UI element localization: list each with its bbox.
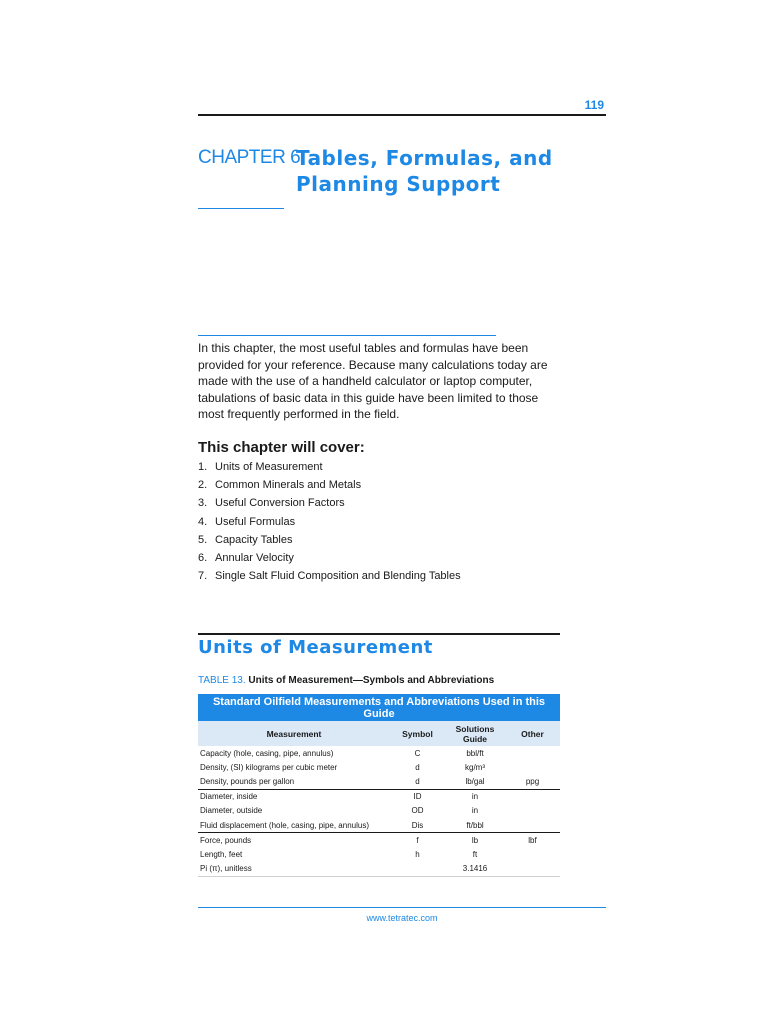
cell-symbol: f xyxy=(390,833,445,848)
table-row xyxy=(198,789,560,804)
list-item xyxy=(198,514,461,532)
cell-measurement: Diameter, outside xyxy=(200,806,263,816)
top-rule xyxy=(198,114,606,116)
table-banner: Standard Oilfield Measurements and Abbreviations Used in this Guide xyxy=(198,694,560,721)
intro-paragraph: In this chapter, the most useful tables and formulas have been provided for your reference. Because many calculations today are made with the use of a handheld calculator or laptop computer, tabulations of basic data in this guide have been limited to those most frequently performed in the field. xyxy=(198,341,548,421)
cell-other xyxy=(505,789,560,804)
cell-symbol xyxy=(390,862,445,877)
table-row xyxy=(198,804,560,818)
table-row xyxy=(198,862,560,877)
list-item-number: 2. xyxy=(198,479,208,492)
cell-symbol: d xyxy=(415,762,420,772)
list-item-text: Useful Formulas xyxy=(215,515,296,528)
cell-symbol: h xyxy=(415,849,420,859)
table-row xyxy=(198,833,560,848)
cell-other xyxy=(505,818,560,833)
list-item-number: 6. xyxy=(198,551,208,564)
cell-symbol: Dis xyxy=(411,820,424,830)
cell-other xyxy=(505,847,560,861)
chapter-title xyxy=(296,145,586,197)
intro-divider xyxy=(198,335,496,336)
footer-url[interactable]: www.tetratec.com xyxy=(366,913,438,923)
list-item-number: 5. xyxy=(198,533,208,546)
cell-guide: in xyxy=(471,806,479,816)
column-header-solutions-guide: Solutions Guide xyxy=(445,721,505,746)
table-header-row xyxy=(198,721,560,746)
cell-guide: ft xyxy=(472,849,478,859)
list-item-number: 4. xyxy=(198,515,208,528)
list-item xyxy=(198,477,461,495)
list-item xyxy=(198,459,461,477)
table-caption-title: Units of Measurement—Symbols and Abbreviations xyxy=(248,675,495,686)
table-caption-tag: TABLE 13. xyxy=(198,675,246,686)
list-item-text: Common Minerals and Metals xyxy=(215,479,362,492)
table-row xyxy=(198,746,560,760)
list-item-number: 3. xyxy=(198,497,208,510)
table-caption xyxy=(198,675,494,686)
cell-other: ppg xyxy=(525,776,540,786)
list-item xyxy=(198,532,461,550)
list-item-text: Units of Measurement xyxy=(215,461,323,473)
table-row xyxy=(198,818,560,833)
chapter-divider xyxy=(198,208,284,209)
list-item-text: Annular Velocity xyxy=(215,551,294,564)
chapter-label: CHAPTER 6 xyxy=(198,147,301,168)
section-title: Units of Measurement xyxy=(198,637,433,658)
cover-heading: This chapter will cover: xyxy=(198,439,365,456)
cover-list xyxy=(198,459,461,586)
list-item-number: 7. xyxy=(198,570,208,583)
chapter-title-line-1: Tables, Formulas, and xyxy=(296,146,553,170)
cell-guide: in xyxy=(445,789,505,804)
cell-other xyxy=(505,746,560,760)
chapter-title-line-2: Planning Support xyxy=(296,172,501,196)
list-item xyxy=(198,495,461,513)
list-item xyxy=(198,550,461,568)
list-item-text: Useful Conversion Factors xyxy=(215,497,345,510)
cell-symbol: ID xyxy=(390,789,445,804)
footer-rule xyxy=(198,907,606,908)
cell-measurement: Density, pounds per gallon xyxy=(200,776,295,786)
cell-guide: lb xyxy=(445,833,505,848)
cell-measurement: Force, pounds xyxy=(198,833,390,848)
cell-other xyxy=(505,804,560,818)
list-item xyxy=(198,568,461,586)
table-row xyxy=(198,774,560,789)
cell-guide: ft/bbl xyxy=(466,820,484,830)
list-item-text: Single Salt Fluid Composition and Blending Tables xyxy=(215,570,461,583)
cell-guide: kg/m³ xyxy=(465,762,485,772)
column-header-symbol: Symbol xyxy=(390,721,445,746)
column-header-other: Other xyxy=(505,721,560,746)
section-rule xyxy=(198,633,560,635)
cell-guide: 3.1416 xyxy=(445,862,505,877)
cell-measurement: Pi (π), unitless xyxy=(198,862,390,877)
list-item-number: 1. xyxy=(198,461,208,473)
cell-other xyxy=(505,760,560,774)
table-row xyxy=(198,847,560,861)
cell-other: lbf xyxy=(505,833,560,848)
cell-guide: bbl/ft xyxy=(466,748,484,758)
cell-symbol: OD xyxy=(411,806,424,816)
cell-guide: lb/gal xyxy=(465,776,485,786)
table-banner-row xyxy=(198,694,560,721)
page-number: 119 xyxy=(584,98,604,112)
cell-measurement: Density, (SI) kilograms per cubic meter xyxy=(200,762,338,772)
cell-other xyxy=(505,862,560,877)
cell-measurement: Capacity (hole, casing, pipe, annulus) xyxy=(200,748,334,758)
cell-measurement: Length, feet xyxy=(200,849,243,859)
column-header-measurement: Measurement xyxy=(198,721,390,746)
units-table xyxy=(198,694,560,877)
cell-symbol: d xyxy=(415,776,420,786)
list-item-text: Capacity Tables xyxy=(215,533,293,546)
cell-symbol: C xyxy=(414,748,421,758)
cell-measurement: Fluid displacement (hole, casing, pipe, annulus) xyxy=(200,820,369,830)
cell-measurement: Diameter, inside xyxy=(198,789,390,804)
table-row xyxy=(198,760,560,774)
